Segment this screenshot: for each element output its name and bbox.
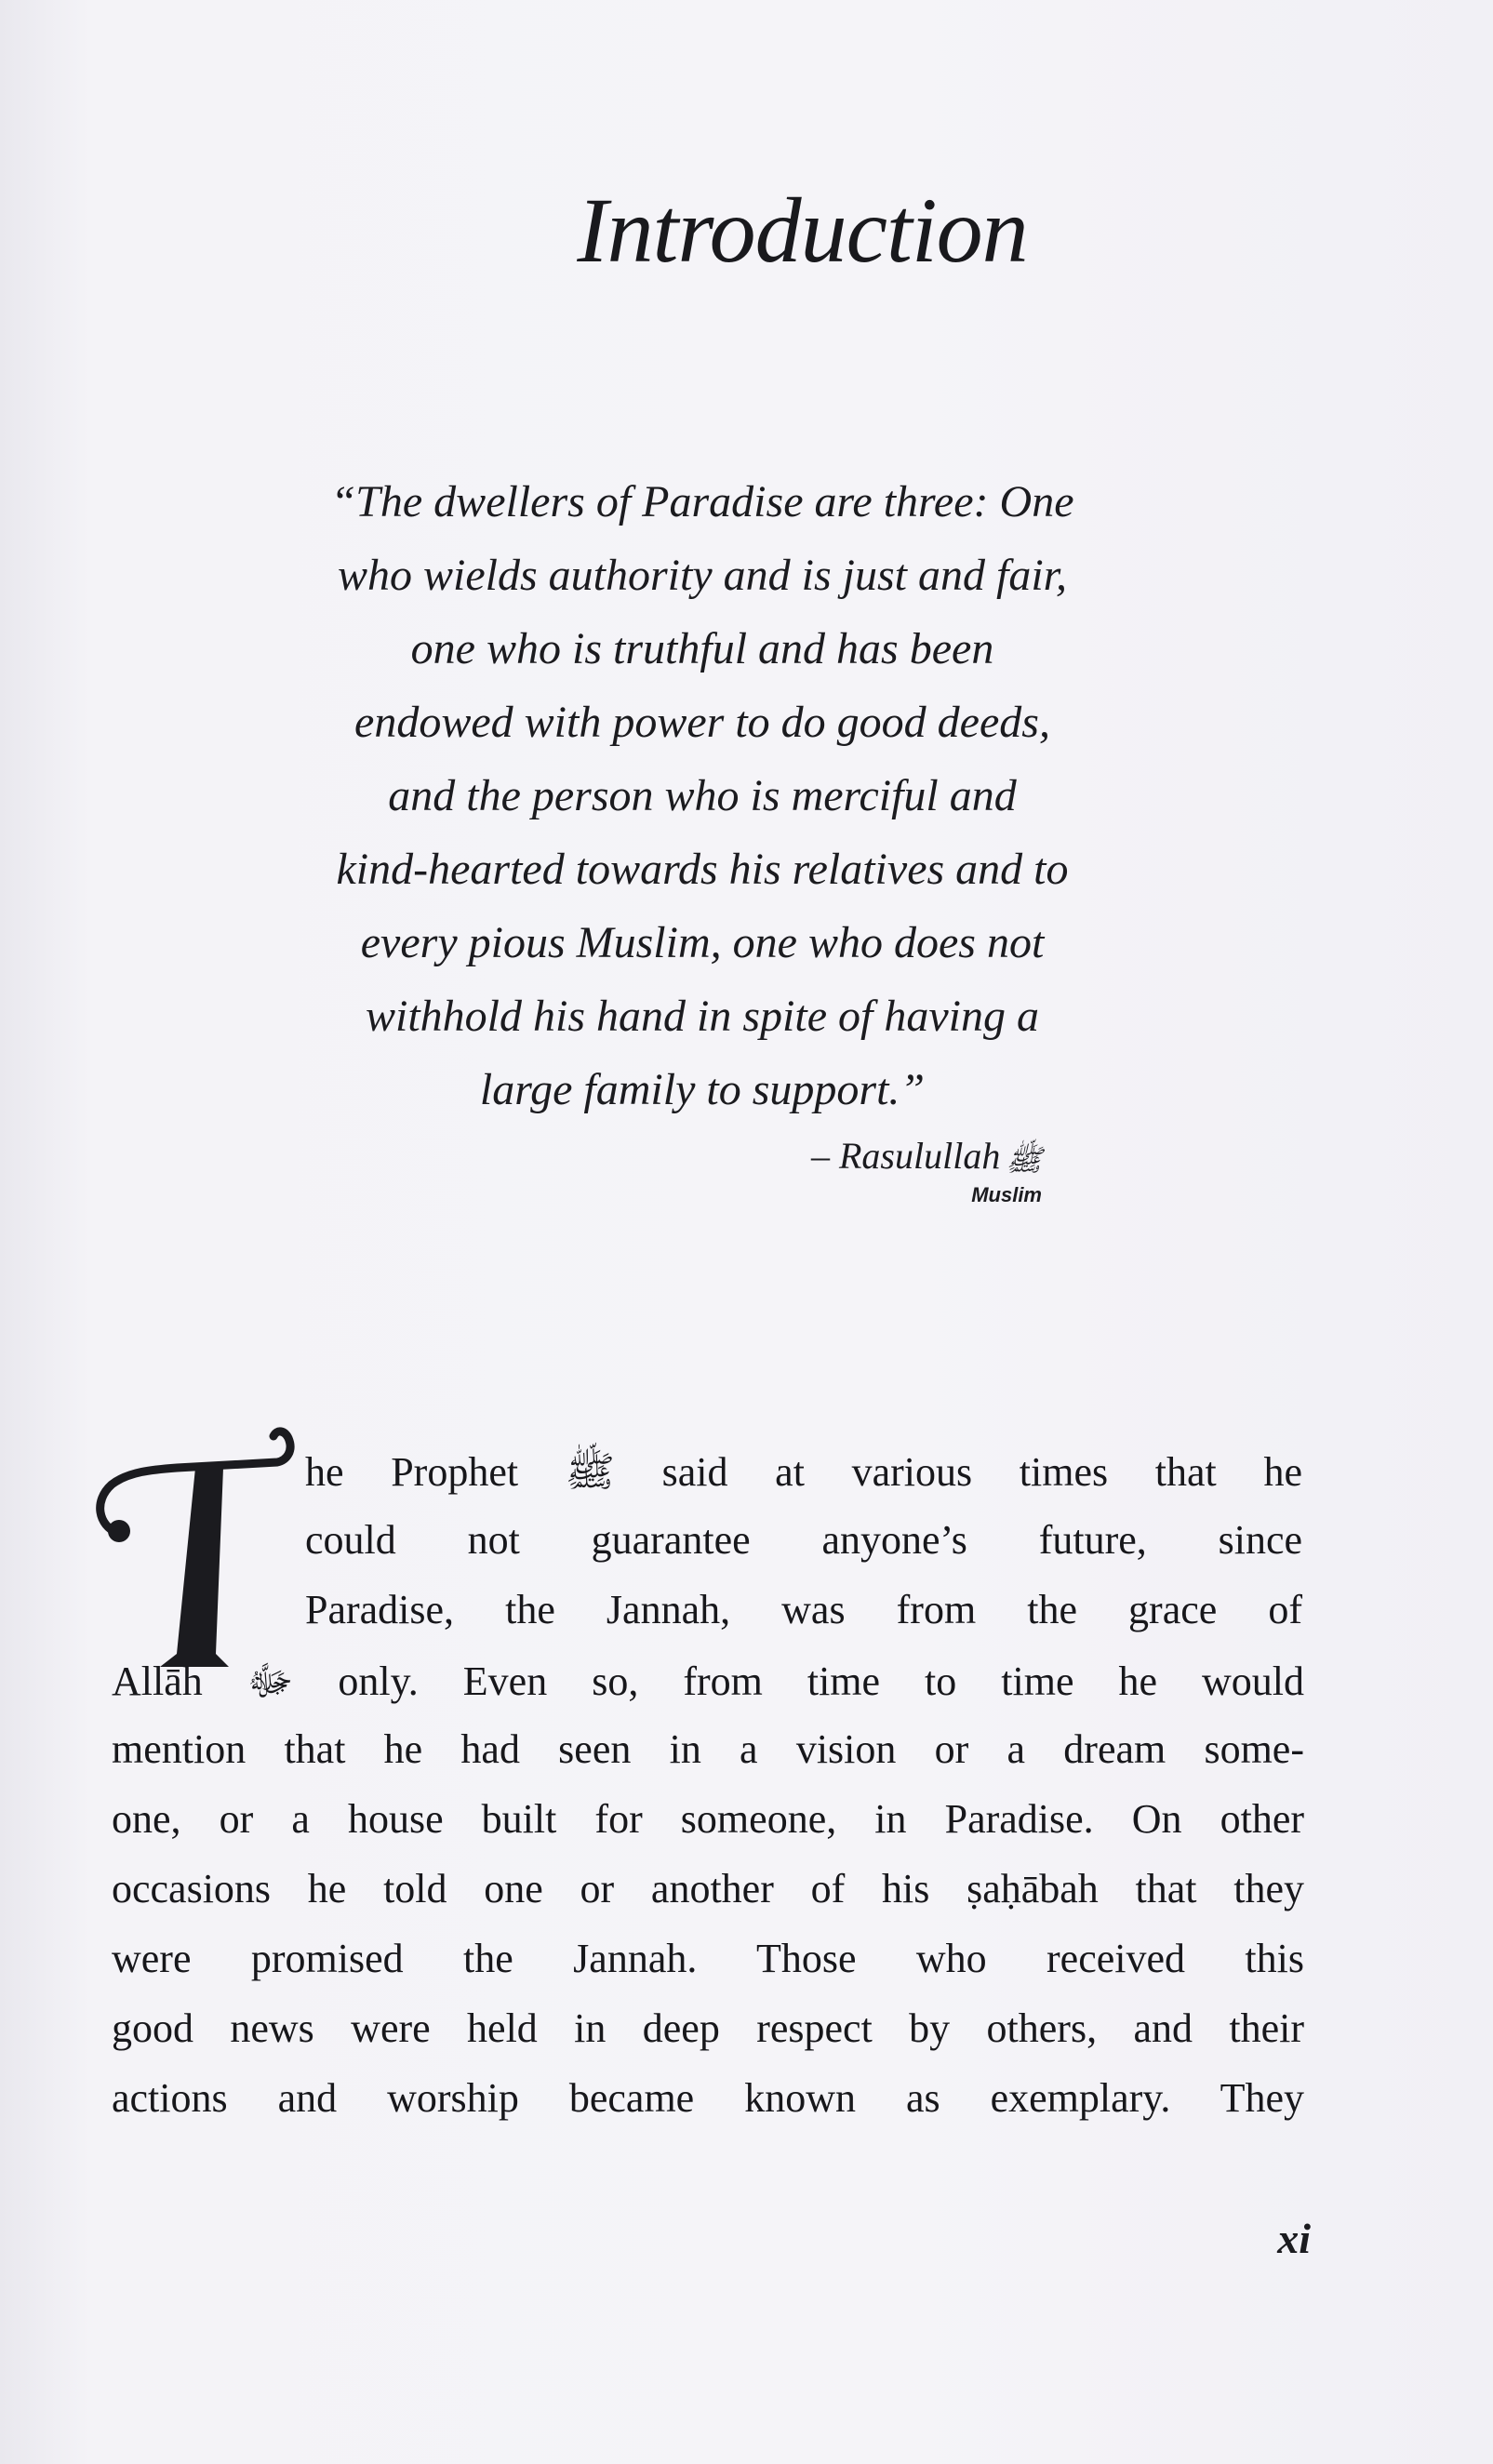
hadith-epigraph <box>214 465 1191 1126</box>
epigraph-line: withhold his hand in spite of having a <box>365 992 1039 1041</box>
body-line: actions and worship became known as exemplary. They <box>112 2075 1304 2121</box>
epigraph-line: every pious Muslim, one who does not <box>360 918 1045 967</box>
dropcap-text: T <box>91 1423 92 1424</box>
attribution-source: Muslim <box>971 1182 1042 1206</box>
attribution-text: – Rasulullah <box>811 1135 1001 1177</box>
epigraph-line: kind-hearted towards his relatives and to <box>336 845 1069 894</box>
epigraph-line: who wields authority and is just and fair, <box>337 551 1068 600</box>
epigraph-line: one who is truthful and has been <box>410 624 994 673</box>
body-line: mention that he had seen in a vision or a dream some- <box>112 1726 1304 1772</box>
epigraph-line: “The dwellers of Paradise are three: One <box>330 477 1074 526</box>
body-line: Paradise, the Jannah, was from the grace of <box>305 1587 1302 1632</box>
attribution-name <box>651 1133 1042 1183</box>
body-line: he Prophet ﷺ said at various times that he <box>305 1449 1302 1495</box>
body-line: one, or a house built for someone, in Paradise. On other <box>112 1796 1304 1842</box>
epigraph-line: endowed with power to do good deeds, <box>354 698 1050 747</box>
body-line: were promised the Jannah. Those who received this <box>112 1936 1304 1981</box>
epigraph-line: and the person who is merciful and <box>388 771 1017 820</box>
page-number: xi <box>1277 2215 1311 2262</box>
body-line: Allāh ﷻ only. Even so, from time to time he would <box>112 1658 1304 1704</box>
body-line: occasions he told one or another of his ṣaḥābah that they <box>112 1866 1304 1911</box>
page-title: Introduction <box>577 179 1028 282</box>
epigraph-attribution <box>651 1133 1042 1207</box>
body-line: could not guarantee anyone’s future, since <box>305 1517 1302 1563</box>
body-line: good news were held in deep respect by others, and their <box>112 2005 1304 2051</box>
honorific-glyph: ﷺ <box>1006 1142 1042 1177</box>
epigraph-line: large family to support.” <box>479 1065 926 1114</box>
dropcap-letter <box>91 1423 296 1674</box>
